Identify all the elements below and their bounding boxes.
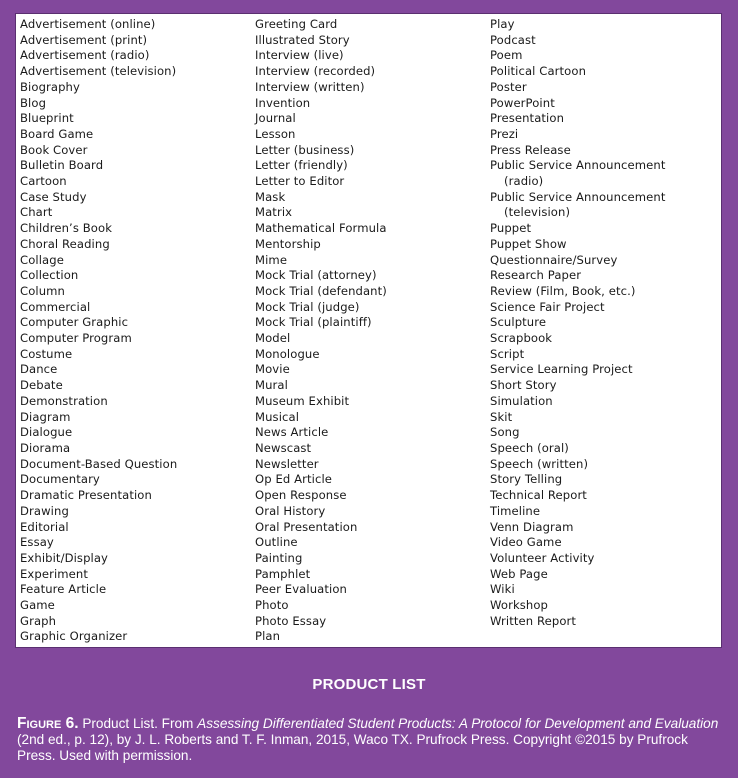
product-item: Graph bbox=[20, 613, 57, 628]
product-item: Editorial bbox=[20, 519, 69, 534]
product-item: Speech (written) bbox=[490, 456, 589, 471]
product-item: Oral Presentation bbox=[255, 519, 358, 534]
product-item: Newscast bbox=[255, 440, 312, 455]
product-item: Review (Film, Book, etc.) bbox=[490, 283, 636, 298]
product-item: Book Cover bbox=[20, 142, 88, 157]
product-item: Play bbox=[490, 17, 515, 31]
product-item: Illustrated Story bbox=[255, 32, 350, 47]
product-item: Dance bbox=[20, 362, 58, 377]
product-item: Model bbox=[255, 331, 291, 346]
product-item: Invention bbox=[255, 95, 311, 110]
product-item: Drawing bbox=[20, 503, 69, 518]
product-item: Mock Trial (plaintiff) bbox=[255, 315, 372, 330]
product-item: Mask bbox=[255, 189, 286, 204]
product-item: Computer Program bbox=[20, 331, 132, 346]
product-item: Graphic Organizer bbox=[20, 629, 128, 644]
product-item: (television) bbox=[504, 205, 571, 220]
product-item: Public Service Announcement bbox=[490, 189, 666, 204]
product-item: Letter to Editor bbox=[255, 174, 345, 189]
product-item: Newsletter bbox=[255, 456, 319, 471]
product-column-3 bbox=[490, 17, 665, 629]
product-item: Photo Essay bbox=[255, 613, 327, 628]
product-item: Movie bbox=[255, 362, 290, 377]
product-item: Pamphlet bbox=[255, 566, 311, 581]
product-item: Children’s Book bbox=[20, 221, 113, 236]
product-item: Demonstration bbox=[20, 393, 108, 408]
product-item: Collage bbox=[20, 252, 64, 267]
product-item: Web Page bbox=[490, 566, 548, 581]
product-item: Interview (recorded) bbox=[255, 64, 376, 79]
figure-caption bbox=[17, 716, 727, 763]
product-item: Advertisement (print) bbox=[20, 32, 148, 47]
product-item: News Article bbox=[255, 425, 329, 440]
product-item: Timeline bbox=[490, 503, 541, 518]
product-item: Choral Reading bbox=[20, 236, 110, 251]
product-item: Workshop bbox=[490, 598, 548, 613]
product-item: Puppet bbox=[490, 221, 532, 236]
product-item: Mock Trial (attorney) bbox=[255, 268, 377, 283]
product-item: Lesson bbox=[255, 126, 296, 141]
product-item: Technical Report bbox=[490, 488, 587, 503]
product-item: Press Release bbox=[490, 142, 571, 157]
product-item: Questionnaire/Survey bbox=[490, 252, 618, 267]
product-item: Greeting Card bbox=[255, 17, 338, 31]
product-item: Op Ed Article bbox=[255, 472, 333, 487]
product-item: Mock Trial (judge) bbox=[255, 299, 360, 314]
product-item: Museum Exhibit bbox=[255, 393, 350, 408]
product-item: Costume bbox=[20, 346, 73, 361]
product-item: Open Response bbox=[255, 488, 347, 503]
product-item: Podcast bbox=[490, 32, 536, 47]
product-item: Sculpture bbox=[490, 315, 547, 330]
product-item: Journal bbox=[255, 111, 296, 126]
product-item: Commercial bbox=[20, 299, 91, 314]
product-item: Volunteer Activity bbox=[490, 550, 595, 565]
product-item: Advertisement (radio) bbox=[20, 48, 150, 63]
product-item: Wiki bbox=[490, 582, 515, 597]
product-item: Research Paper bbox=[490, 268, 582, 283]
product-item: Mathematical Formula bbox=[255, 221, 387, 236]
product-item: Collection bbox=[20, 268, 79, 283]
product-item: Board Game bbox=[20, 126, 94, 141]
product-item: Song bbox=[490, 425, 520, 440]
caption-text-before: Product List. From bbox=[78, 716, 198, 731]
product-column-2 bbox=[255, 17, 387, 645]
product-item: Poem bbox=[490, 48, 523, 63]
product-item: Biography bbox=[20, 79, 80, 94]
product-item: Case Study bbox=[20, 189, 87, 204]
product-item: Prezi bbox=[490, 126, 519, 141]
product-item: Service Learning Project bbox=[490, 362, 633, 377]
product-item: Interview (written) bbox=[255, 79, 365, 94]
product-item: Mime bbox=[255, 252, 288, 267]
product-item: Science Fair Project bbox=[490, 299, 605, 314]
product-column-1 bbox=[20, 17, 177, 645]
product-item: Skit bbox=[490, 409, 513, 424]
product-item: Political Cartoon bbox=[490, 64, 587, 79]
product-item: Musical bbox=[255, 409, 300, 424]
product-item: Advertisement (television) bbox=[20, 64, 177, 79]
product-item: Matrix bbox=[255, 205, 293, 220]
product-item: Game bbox=[20, 598, 55, 613]
product-item: Public Service Announcement bbox=[490, 158, 666, 173]
product-item: Mural bbox=[255, 378, 288, 393]
product-item: Scrapbook bbox=[490, 331, 553, 346]
product-list-box bbox=[15, 13, 722, 648]
product-item: Dialogue bbox=[20, 425, 73, 440]
product-item: Debate bbox=[20, 378, 63, 393]
product-item: Dramatic Presentation bbox=[20, 488, 152, 503]
product-item: Short Story bbox=[490, 378, 557, 393]
product-item: Diorama bbox=[20, 440, 71, 455]
product-item: Cartoon bbox=[20, 174, 67, 189]
product-item: Written Report bbox=[490, 613, 577, 628]
product-item: Oral History bbox=[255, 503, 326, 518]
product-item: Document-Based Question bbox=[20, 456, 178, 471]
product-item: Exhibit/Display bbox=[20, 550, 109, 565]
product-item: Interview (live) bbox=[255, 48, 344, 63]
product-item: Outline bbox=[255, 535, 298, 550]
product-item: Blog bbox=[20, 95, 47, 110]
product-item: Documentary bbox=[20, 472, 100, 487]
product-item: Letter (business) bbox=[255, 142, 355, 157]
caption-text-after: (2nd ed., p. 12), by J. L. Roberts and T. F. Inman, 2015, Waco TX. Prufrock Press. Copyright ©2015 by Prufrock Press. Used with permission. bbox=[17, 731, 688, 763]
figure-label: Figure 6. bbox=[17, 715, 79, 732]
product-item: Peer Evaluation bbox=[255, 582, 347, 597]
product-item: Essay bbox=[20, 535, 54, 550]
product-item: Story Telling bbox=[490, 472, 563, 487]
product-item: Speech (oral) bbox=[490, 440, 569, 455]
product-item: Photo bbox=[255, 598, 289, 613]
product-item: Advertisement (online) bbox=[20, 17, 156, 31]
product-item: Plan bbox=[255, 629, 281, 644]
box-title: PRODUCT LIST bbox=[312, 676, 426, 693]
product-item: Poster bbox=[490, 79, 527, 94]
product-item: Experiment bbox=[20, 566, 88, 581]
product-item: Diagram bbox=[20, 409, 71, 424]
product-item: Mentorship bbox=[255, 236, 321, 251]
product-item: Script bbox=[490, 346, 525, 361]
product-item: Chart bbox=[20, 205, 53, 220]
product-item: Bulletin Board bbox=[20, 158, 104, 173]
product-item: (radio) bbox=[504, 174, 544, 189]
product-item: Feature Article bbox=[20, 582, 107, 597]
product-item: Mock Trial (defendant) bbox=[255, 283, 387, 298]
product-item: Presentation bbox=[490, 111, 565, 126]
product-item: Puppet Show bbox=[490, 236, 567, 251]
product-item: Column bbox=[20, 283, 65, 298]
product-item: Computer Graphic bbox=[20, 315, 129, 330]
product-item: Monologue bbox=[255, 346, 320, 361]
product-item: Painting bbox=[255, 550, 303, 565]
product-item: Venn Diagram bbox=[490, 519, 574, 534]
product-item: Letter (friendly) bbox=[255, 158, 348, 173]
product-item: Simulation bbox=[490, 393, 553, 408]
caption-book-title: Assessing Differentiated Student Products: A Protocol for Development and Evaluation bbox=[197, 716, 719, 731]
product-item: PowerPoint bbox=[490, 95, 555, 110]
product-item: Video Game bbox=[490, 535, 562, 550]
product-item: Blueprint bbox=[20, 111, 74, 126]
